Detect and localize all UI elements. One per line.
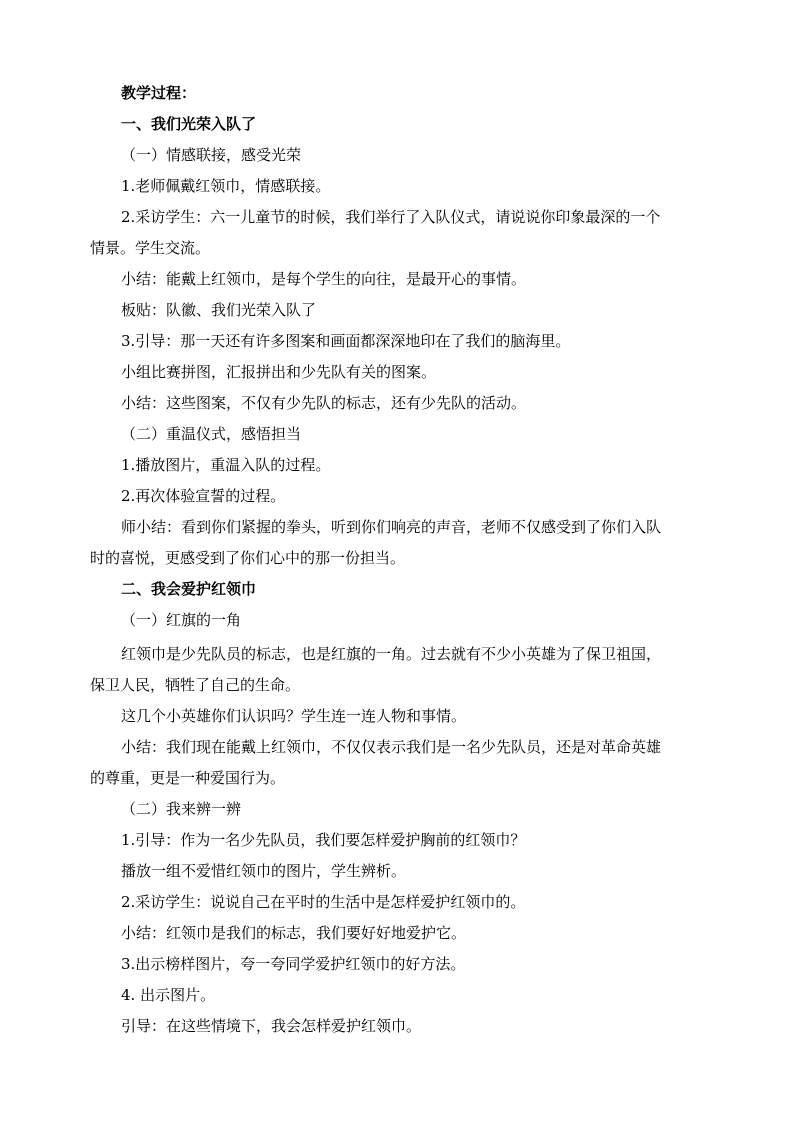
paragraph-line: 时的喜悦，更感受到了你们心中的那一份担当。 xyxy=(90,549,406,567)
paragraph-line: 3.引导：那一天还有许多图案和画面都深深地印在了我们的脑海里。 xyxy=(121,332,571,350)
paragraph-line: 3.出示榜样图片，夸一夸同学爱护红领巾的好方法。 xyxy=(121,955,466,973)
subsection-heading: （一）情感联接，感受光荣 xyxy=(121,146,302,164)
subsection-heading: （二）重温仪式，感悟担当 xyxy=(121,425,302,443)
paragraph-line: 1.引导：作为一名少先队员，我们要怎样爱护胸前的红领巾？ xyxy=(121,831,526,849)
section-heading-1: 一、我们光荣入队了 xyxy=(121,115,257,133)
paragraph-line: 小结：能戴上红领巾，是每个学生的向往，是最开心的事情。 xyxy=(121,270,527,288)
paragraph-line: 小组比赛拼图，汇报拼出和少先队有关的图案。 xyxy=(121,363,437,381)
paragraph-line: 2.再次体验宣誓的过程。 xyxy=(121,487,286,505)
paragraph-line: 2.采访学生：六一儿童节的时候，我们举行了入队仪式，请说说你印象最深的一个 xyxy=(121,208,661,226)
paragraph-line: 情景。学生交流。 xyxy=(90,239,211,257)
paragraph-line: 4. 出示图片。 xyxy=(121,986,216,1004)
paragraph-line: 师小结：看到你们紧握的拳头，听到你们响亮的声音，老师不仅感受到了你们入队 xyxy=(121,518,662,536)
paragraph-line: 保卫人民，牺牲了自己的生命。 xyxy=(90,676,301,694)
paragraph-line: 红领巾是少先队员的标志，也是红旗的一角。过去就有不少小英雄为了保卫祖国， xyxy=(121,645,662,663)
section-heading-teaching-process: 教学过程： xyxy=(121,84,197,102)
section-heading-2: 二、我会爱护红领巾 xyxy=(121,580,257,598)
paragraph-line: 小结：我们现在能戴上红领巾，不仅仅表示我们是一名少先队员，还是对革命英雄 xyxy=(121,738,662,756)
paragraph-line: 的尊重，更是一种爱国行为。 xyxy=(90,769,286,787)
paragraph-line: 小结：这些图案，不仅有少先队的标志，还有少先队的活动。 xyxy=(121,394,527,412)
paragraph-line: 引导：在这些情境下，我会怎样爱护红领巾。 xyxy=(121,1017,422,1035)
subsection-heading: （一）红旗的一角 xyxy=(121,611,242,629)
paragraph-line: 小结：红领巾是我们的标志，我们要好好地爱护它。 xyxy=(121,924,467,942)
paragraph-line: 播放一组不爱惜红领巾的图片，学生辨析。 xyxy=(121,862,407,880)
paragraph-line: 这几个小英雄你们认识吗？学生连一连人物和事情。 xyxy=(121,707,467,725)
paragraph-line: 1.播放图片，重温入队的过程。 xyxy=(121,456,331,474)
paragraph-line: 2.采访学生：说说自己在平时的生活中是怎样爱护红领巾的。 xyxy=(121,893,526,911)
subsection-heading: （二）我来辨一辨 xyxy=(121,800,242,818)
paragraph-line: 板贴：队徽、我们光荣入队了 xyxy=(121,301,317,319)
paragraph-line: 1.老师佩戴红领巾，情感联接。 xyxy=(121,177,331,195)
